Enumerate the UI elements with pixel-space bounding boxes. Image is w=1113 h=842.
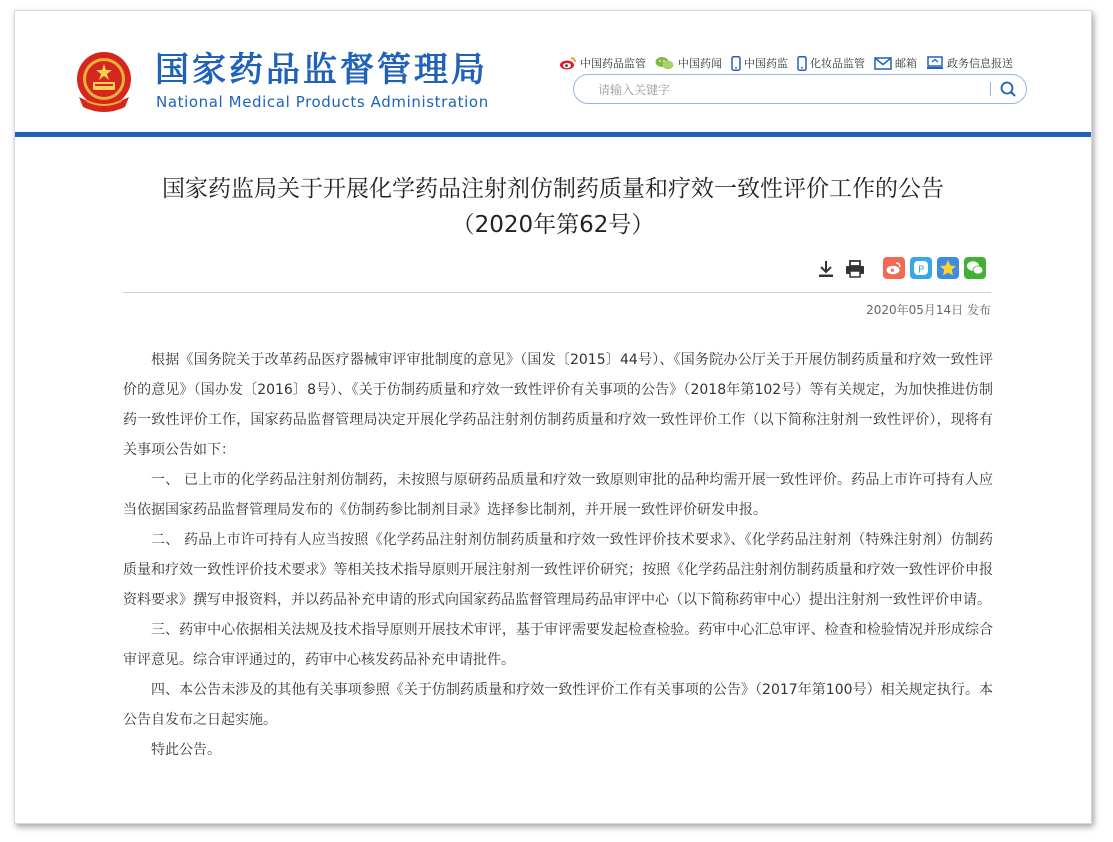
publish-date: 2020年05月14日 发布 — [866, 303, 991, 317]
monitor-icon — [926, 56, 944, 70]
title-line-2: （2020年第62号） — [451, 212, 655, 238]
mobile-icon — [797, 56, 807, 71]
mobile-icon — [731, 56, 741, 71]
paragraph: 四、本公告未涉及的其他有关事项参照《关于仿制药质量和疗效一致性评价工作有关事项的公告》（2017年第100号）相关规定执行。本公告自发布之日起实施。 — [123, 682, 993, 728]
link-mail[interactable] — [874, 55, 917, 71]
paragraph: 根据《国务院关于改革药品医疗器械审评审批制度的意见》（国发〔2015〕44号）、《国务院办公厅关于开展仿制药质量和疗效一致性评价的意见》（国办发〔2016〕8号）、《关于仿制药质量和疗效一致性评价有关事项的公告》（2018年第102号）等有关规定，为加快推进仿制药一致性评价工作，国家药品监督管理局决定开展化学药品注射剂仿制药质量和疗效一致性评价工作（以下简称注射剂一致性评价），现将有关事项公告如下： — [123, 352, 993, 458]
search-box — [573, 74, 1027, 104]
share-wechat-icon[interactable] — [964, 257, 986, 279]
top-links — [559, 54, 1022, 72]
site-logo-title[interactable]: 国家药品监督管理局 — [155, 50, 488, 90]
svg-text:P: P — [917, 264, 925, 276]
link-weibo[interactable] — [559, 55, 646, 71]
article-body — [123, 345, 993, 765]
download-icon[interactable] — [816, 259, 836, 279]
link-mobile-app[interactable] — [731, 55, 788, 71]
share-weibo-icon[interactable] — [883, 257, 905, 279]
article-title — [15, 171, 1091, 243]
paragraph: 一、 已上市的化学药品注射剂仿制药，未按照与原研药品质量和疗效一致原则审批的品种均需开展一致性评价。药品上市许可持有人应当依据国家药品监督管理局发布的《仿制药参比制剂目录》选择参比制剂，并开展一致性评价研发申报。 — [123, 472, 993, 518]
link-gov-info[interactable] — [926, 55, 1013, 71]
link-cosmetics-app[interactable] — [797, 55, 865, 71]
weibo-icon — [559, 56, 577, 70]
search-icon[interactable] — [998, 80, 1018, 98]
header-divider — [15, 132, 1091, 137]
wechat-icon — [655, 56, 675, 70]
link-label: 中国药监 — [744, 57, 788, 70]
link-label: 政务信息报送 — [947, 57, 1013, 70]
link-label: 中国药品监管 — [580, 57, 646, 70]
title-divider — [123, 292, 991, 293]
link-label: 中国药闻 — [678, 57, 722, 70]
paragraph: 二、 药品上市许可持有人应当按照《化学药品注射剂仿制药质量和疗效一致性评价技术要求》、《化学药品注射剂（特殊注射剂）仿制药质量和疗效一致性评价技术要求》等相关技术指导原则开展注射剂一致性评价研究；按照《化学药品注射剂仿制药质量和疗效一致性评价申报资料要求》撰写申报资料，并以药品补充申请的形式向国家药品监督管理局药品审评中心（以下简称药审中心）提出注射剂一致性评价申请。 — [123, 532, 993, 608]
link-label: 化妆品监管 — [810, 57, 865, 70]
search-input[interactable] — [596, 79, 980, 101]
site-logo-subtitle: National Medical Products Administration — [156, 93, 489, 111]
share-qq-icon[interactable] — [937, 257, 959, 279]
link-wechat[interactable] — [655, 55, 722, 71]
page-frame — [14, 10, 1092, 824]
title-line-1: 国家药监局关于开展化学药品注射剂仿制药质量和疗效一致性评价工作的公告 — [162, 176, 944, 202]
site-header — [15, 11, 1091, 135]
mail-icon — [874, 57, 892, 70]
national-emblem-icon — [73, 49, 135, 117]
link-label: 邮箱 — [895, 57, 917, 70]
paragraph: 三、药审中心依据相关法规及技术指导原则开展技术审评，基于审评需要发起检查检验。药审中心汇总审评、检查和检验情况并形成综合审评意见。综合审评通过的，药审中心核发药品补充申请批件。 — [123, 622, 993, 668]
share-qzone-icon[interactable] — [910, 257, 932, 279]
search-separator — [990, 82, 991, 96]
print-icon[interactable] — [844, 259, 866, 279]
paragraph: 特此公告。 — [151, 742, 221, 758]
